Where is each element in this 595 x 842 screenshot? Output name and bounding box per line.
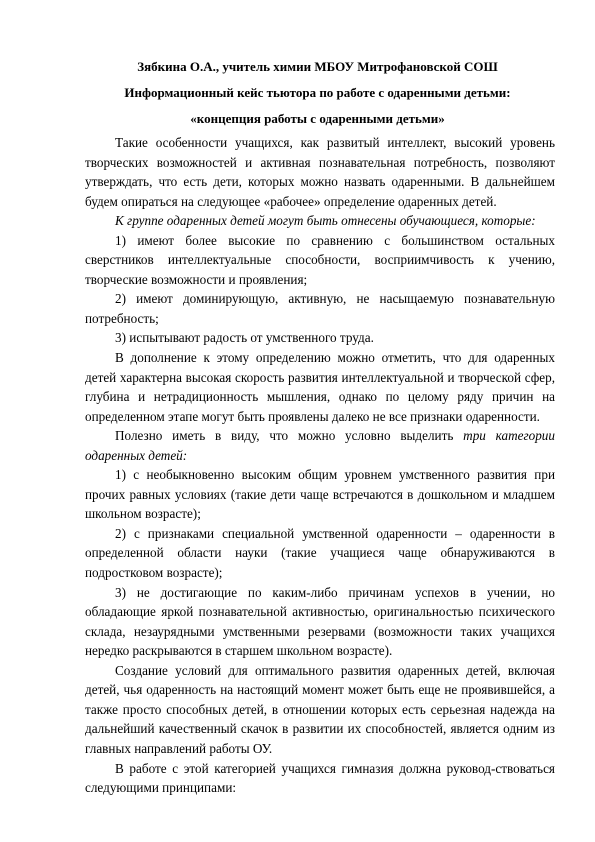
list-item-2: 2) имеют доминирующую, активную, не насыщаемую познавательную потребность; <box>85 291 555 326</box>
paragraph-categories-lead <box>85 426 555 465</box>
category-item-1: 1) с необыкновенно высоким общим уровнем умственного развития при прочих равных условиях (такие дети чаще встречаются в дошкольном и младшем школьном возрасте); <box>85 467 555 522</box>
paragraph-addition: В дополнение к этому определению можно отметить, что для одаренных детей характерна высокая скорость развития интеллектуальной и творческой сфер, глубина и нетрадиционность мышления, однако по целому ряду причин на определенном этапе могут быть проявлены далеко не все признаки одаренности. <box>85 350 555 424</box>
paragraph-conditions: Создание условий для оптимального развития одаренных детей, включая детей, чья одаренность на настоящий момент может быть еще не проявившейся, а также просто способных детей, в отношении которых есть серьезная надежда на дальнейший качественный скачок в развитии их способностей, является одним из главных направлений работы ОУ. <box>85 662 555 756</box>
list-item-3: 3) испытывают радость от умственного труда. <box>115 330 374 346</box>
categories-lead-text: Полезно иметь в виду, что можно условно выделить <box>115 428 464 444</box>
document-body <box>85 133 555 798</box>
paragraph-definition-lead <box>85 211 555 231</box>
concept-title: «концепция работы с одаренными детьми» <box>190 111 445 126</box>
paragraph-principles: В работе с этой категорией учащихся гимназия должна руковод-ствоваться следующими принципами: <box>85 760 555 796</box>
category-item-2: 2) с признаками специальной умственной одаренности – одаренности в определенной области науки (такие учащиеся чаще обнаруживаются в подростковом возрасте); <box>85 525 555 581</box>
paragraph-intro: Такие особенности учащихся, как развитый интеллект, высокий уровень творческих возможностей и активная познавательная потребность, позволяют утверждать, что есть дети, которых можно назвать одаренными. В дальнейшем будем опираться на следующее «рабочее» определение одаренных детей. <box>85 135 555 209</box>
case-title: Информационный кейс тьютора по работе с одаренными детьми: <box>124 85 511 100</box>
author-line: Зябкина О.А., учитель химии МБОУ Митрофановской СОШ <box>137 59 498 74</box>
categories-lead-emphasis: три категории одаренных детей: <box>85 428 555 463</box>
definition-lead-text: К группе одаренных детей могут быть отнесены обучающиеся, которые: <box>115 213 536 229</box>
category-item-3: 3) не достигающие по каким-либо причинам успехов в учении, но обладающие яркой познавательной активностью, оригинальностью психического склада, незаурядными умственными резервами (возможности таких учащихся нередко раскрываются в старшем школьном возрасте). <box>85 584 555 659</box>
list-item-1: 1) имеют более высокие по сравнению с большинством остальных сверстников интеллектуальные способности, восприимчивость к учению, творческие возможности и проявления; <box>85 232 555 287</box>
